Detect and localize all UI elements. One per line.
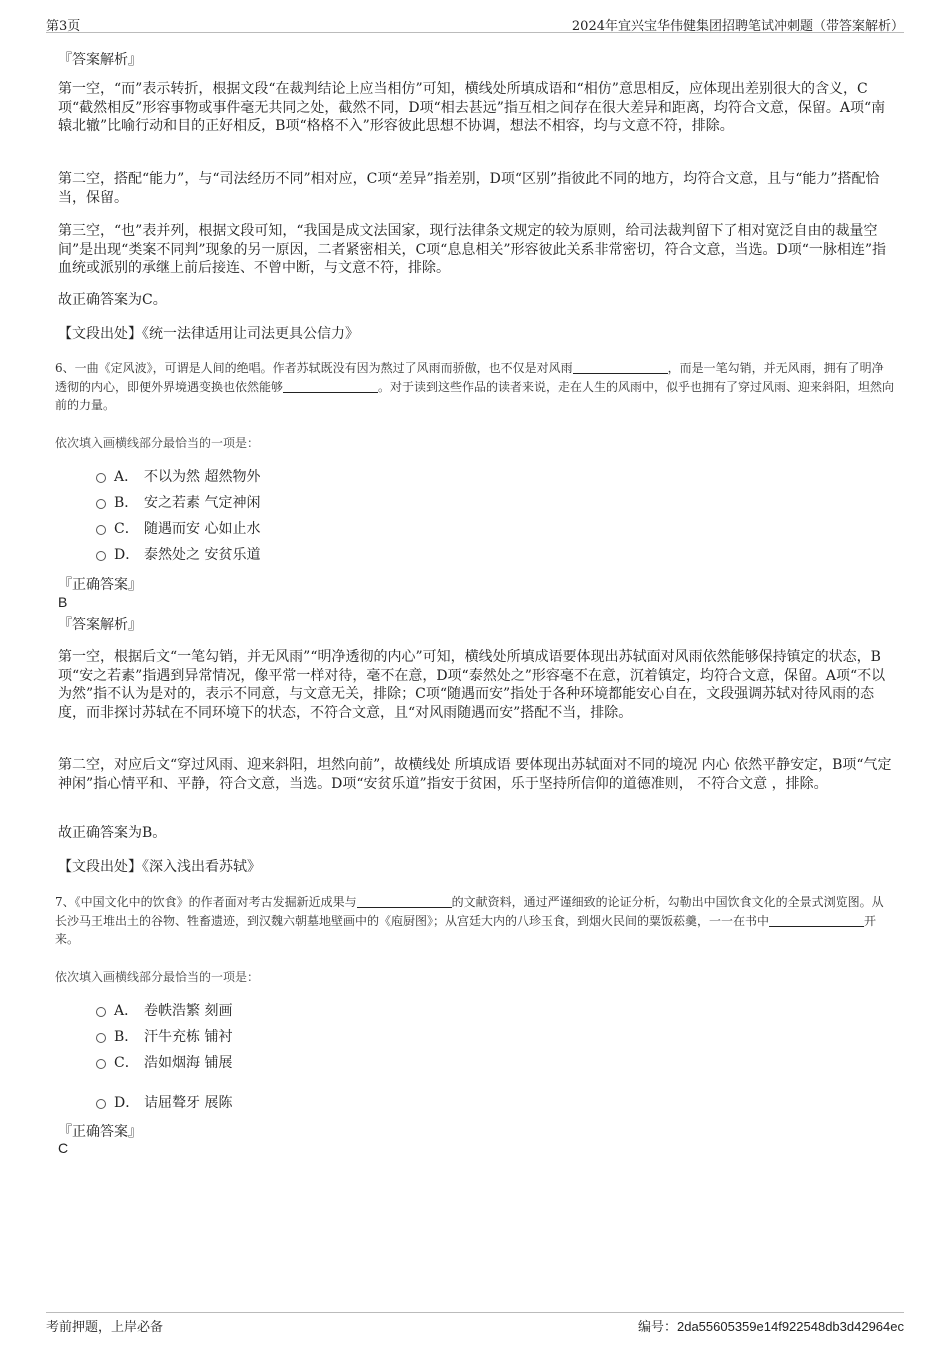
q7-option-b[interactable]: B． 汗牛充栋 铺衬 — [96, 1027, 232, 1047]
page-header — [46, 14, 904, 33]
q7-option-d[interactable]: D． 诘屈聱牙 展陈 — [96, 1093, 232, 1113]
q7-stem-part-3: 开来。 — [55, 913, 877, 946]
footer-slogan: 考前押题，上岸必备 — [46, 1320, 164, 1335]
q5-source: 【文段出处】《统一法律适用让司法更具公信力》 — [58, 326, 359, 342]
document-title: 2024年宜兴宝华伟健集团招聘笔试冲刺题（带答案解析） — [571, 19, 904, 34]
q7-option-c[interactable]: C． 浩如烟海 铺展 — [96, 1053, 232, 1073]
footer-code-label: 编号： — [637, 1320, 677, 1335]
q7-stem — [55, 893, 895, 949]
q5-analysis-p1: 第一空，“而”表示转折，根据文段“在裁判结论上应当相仿”可知，横线处所填成语和“相仿”意思相反，应体现出差别很大的含义，C项“截然相反”形容事物或事件毫无共同之处，截然不同，D项“相去甚远”指互相之间存在很大差异和距离，均符合文意，保留。A项“南辕北辙”比喻行动和目的正好相反，B项“格格不入”形容彼此思想不协调，想法不相容，均与文意不符，排除。 — [58, 81, 886, 134]
q6-analysis-p1: 第一空，根据后文“一笔勾销，并无风雨”“明净透彻的内心”可知，横线处所填成语要体现出苏轼面对风雨依然能够保持镇定的状态，B项“安之若素”指遇到异常情况，像平常一样对待，毫不在意，D项“泰然处之”形容毫不在意，沉着镇定，均符合文意，保留。A项“不以为然”指不认为是对的，表示不同意，与文意无关，排除；C项“随遇而安”指处于各种环境都能安心自在，文段强调苏轼对待风雨的态度，而非探讨苏轼在不同环境下的状态，不符合文意，且“对风雨随遇而安”搭配不当，排除。 — [58, 649, 886, 721]
q7-prompt: 依次填入画横线部分最恰当的一项是： — [55, 970, 260, 984]
q6-option-d[interactable]: D． 泰然处之 安贫乐道 — [96, 545, 260, 565]
q7-answer: C — [58, 1140, 69, 1156]
q5-analysis-p3: 第三空，“也”表并列，根据文段可知，“我国是成文法国家，现行法律条文规定的较为原则，给司法裁判留下了相对宽泛自由的裁量空间”是出现“类案不同判”现象的另一原因，二者紧密相关，C项“息息相关”形容彼此关系非常密切，符合文意，当选。D项“一脉相连”指血统或派别的承继上前后接连、不曾中断，与文意不符，排除。 — [58, 223, 887, 276]
q7-option-a[interactable]: A． 卷帙浩繁 刻画 — [96, 1001, 232, 1021]
q6-stem-part-1: 6、一曲《定风波》，可谓是人间的绝唱。作者苏轼既没有因为熬过了风雨而骄傲，也不仅是对风雨 — [55, 361, 573, 375]
page-footer — [46, 1312, 904, 1333]
q6-prompt: 依次填入画横线部分最恰当的一项是： — [55, 436, 260, 450]
q6-option-b[interactable]: B． 安之若素 气定神闲 — [96, 493, 260, 513]
footer-code — [638, 1316, 904, 1335]
q5-analysis-tag: 『答案解析』 — [58, 52, 142, 68]
radio-icon[interactable] — [96, 1007, 106, 1017]
radio-icon[interactable] — [96, 499, 106, 509]
q6-stem-part-3: 。对于读到这些作品的读者来说，走在人生的风雨中，似乎也拥有了穿过风雨、迎来斜阳，坦然向前的力量。 — [55, 379, 895, 412]
radio-icon[interactable] — [96, 1059, 106, 1069]
q6-option-a[interactable]: A． 不以为然 超然物外 — [96, 467, 260, 487]
q7-blank-2 — [769, 914, 864, 927]
q6-answer: B — [58, 594, 68, 610]
q5-analysis-p2: 第二空，搭配“能力”，与“司法经历不同”相对应，C项“差异”指差别，D项“区别”指彼此不同的地方，均符合文意，且与“能力”搭配恰当，保留。 — [58, 171, 880, 206]
q7-blank-1 — [357, 895, 452, 908]
q7-answer-tag: 『正确答案』 — [58, 1124, 142, 1140]
q6-answer-tag: 『正确答案』 — [58, 577, 142, 593]
q5-conclusion: 故正确答案为C。 — [58, 292, 167, 308]
radio-icon[interactable] — [96, 1033, 106, 1043]
q6-source: 【文段出处】《深入浅出看苏轼》 — [58, 859, 261, 875]
q6-conclusion: 故正确答案为B。 — [58, 825, 167, 841]
radio-icon[interactable] — [96, 551, 106, 561]
radio-icon[interactable] — [96, 525, 106, 535]
q7-stem-part-1: 7、《中国文化中的饮食》的作者面对考古发掘新近成果与 — [55, 895, 357, 909]
q6-analysis-p2: 第二空，对应后文“穿过风雨、迎来斜阳，坦然向前”，故横线处 所填成语 要体现出苏轼面对不同的境况 内心 依然平静安定，B项“气定神闲”指心情平和、平静，符合文意，当选。D项“安贫乐道”指安于贫困，乐于坚持所信仰的道德准则， 不符合文意 ，排除。 — [58, 757, 892, 792]
q6-stem-part-2: ，而是一笔勾销，并无风雨，拥有了明净透彻的内心，即便外界境遇变换也依然能够 — [55, 361, 884, 394]
q6-option-c[interactable]: C． 随遇而安 心如止水 — [96, 519, 260, 539]
footer-code-value: 2da55605359e14f922548db3d42964ec — [676, 1319, 904, 1334]
radio-icon[interactable] — [96, 473, 106, 483]
radio-icon[interactable] — [96, 1099, 106, 1109]
q6-blank-1 — [573, 361, 668, 374]
q6-analysis-tag: 『答案解析』 — [58, 617, 142, 633]
q6-stem — [55, 359, 895, 415]
page-number: 第3页 — [46, 19, 81, 34]
q6-blank-2 — [283, 380, 378, 393]
q7-stem-part-2: 的文献资料，通过严谨细致的论证分析，勾勒出中国饮食文化的全景式浏览图。从长沙马王堆出土的谷物、牲畜遗迹，到汉魏六朝墓地壁画中的《庖厨图》；从宫廷大内的八珍玉食，到烟火民间的粟饭菘羹，一一在书中 — [55, 895, 884, 928]
